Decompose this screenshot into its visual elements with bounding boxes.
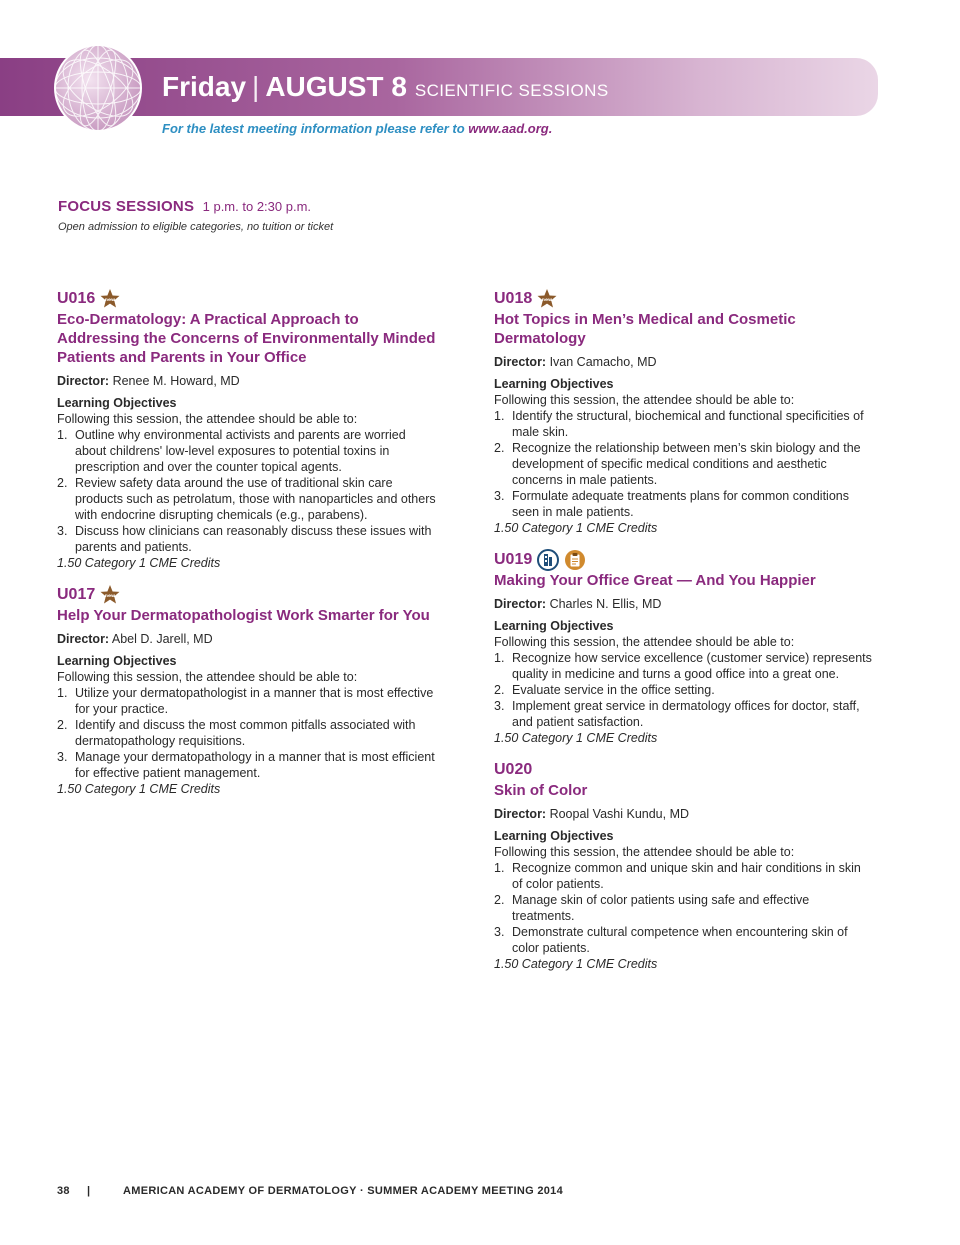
session-code: U019 bbox=[494, 551, 533, 568]
focus-heading bbox=[58, 198, 311, 216]
globe-logo-icon bbox=[52, 42, 144, 134]
session-code-row bbox=[57, 289, 437, 309]
objective-item: 1. Recognize common and unique skin and hair conditions in skin of color patients. bbox=[494, 861, 861, 891]
director-label: Director: bbox=[57, 374, 110, 388]
session-title: Skin of Color bbox=[494, 782, 588, 799]
page-footer bbox=[57, 1185, 563, 1197]
objectives-intro: Following this session, the attendee should be able to: bbox=[494, 393, 795, 407]
session-director bbox=[57, 373, 437, 389]
objective-item: 1. Recognize how service excellence (customer service) represents quality in medicine and turns a good office into a great one. bbox=[494, 651, 872, 681]
director-label: Director: bbox=[494, 597, 547, 611]
director-name: Renee M. Howard, MD bbox=[112, 374, 240, 388]
star-new-icon bbox=[100, 289, 120, 309]
footer-separator: | bbox=[87, 1185, 91, 1197]
session-code: U017 bbox=[57, 586, 96, 603]
focus-note: Open admission to eligible categories, no tuition or ticket bbox=[58, 221, 334, 233]
session-credits: 1.50 Category 1 CME Credits bbox=[57, 556, 221, 570]
director-label: Director: bbox=[57, 632, 110, 646]
objective-item: 1. Identify the structural, biochemical and functional specificities of male skin. bbox=[494, 409, 864, 439]
focus-title: FOCUS SESSIONS bbox=[58, 198, 195, 215]
objective-item: 2. Review safety data around the use of traditional skin care products such as petrolatum, those with nanoparticles and others with endocrine disrupting chemicals (e.g., parabens). bbox=[57, 476, 436, 522]
director-name: Abel D. Jarell, MD bbox=[111, 632, 213, 646]
objectives-list bbox=[57, 685, 437, 781]
director-name: Ivan Camacho, MD bbox=[549, 355, 657, 369]
objective-item: 3. Demonstrate cultural competence when encountering skin of color patients. bbox=[494, 925, 848, 955]
info-url-link[interactable]: www.aad.org. bbox=[468, 121, 553, 136]
objective-item: 1. Utilize your dermatopathologist in a manner that is most effective for your practice. bbox=[57, 686, 434, 716]
left-column bbox=[57, 289, 437, 811]
session-title: Help Your Dermatopathologist Work Smarter for You bbox=[57, 607, 430, 624]
session-u018 bbox=[494, 289, 874, 536]
building-icon bbox=[537, 549, 559, 571]
objective-item: 3. Implement great service in dermatology offices for doctor, staff, and patient satisfaction. bbox=[494, 699, 860, 729]
objectives-intro: Following this session, the attendee should be able to: bbox=[494, 635, 795, 649]
session-code: U018 bbox=[494, 290, 533, 307]
objectives-list bbox=[494, 408, 874, 520]
objectives-list bbox=[494, 650, 874, 730]
session-code-row bbox=[494, 760, 874, 780]
session-title: Making Your Office Great — And You Happier bbox=[494, 572, 816, 589]
session-code-row bbox=[494, 289, 874, 309]
star-new-icon bbox=[537, 289, 557, 309]
objective-item: 2. Manage skin of color patients using safe and effective treatments. bbox=[494, 893, 810, 923]
objectives-intro: Following this session, the attendee should be able to: bbox=[494, 845, 795, 859]
right-column bbox=[494, 289, 874, 986]
director-label: Director: bbox=[494, 355, 547, 369]
session-u016 bbox=[57, 289, 437, 571]
focus-time: 1 p.m. to 2:30 p.m. bbox=[202, 199, 312, 214]
learning-objectives-heading: Learning Objectives bbox=[57, 654, 177, 668]
objective-item: 2. Identify and discuss the most common pitfalls associated with dermatopathology requisitions. bbox=[57, 718, 416, 748]
page-number: 38 bbox=[57, 1185, 70, 1197]
title-date: AUGUST 8 bbox=[265, 71, 407, 102]
footer-text: AMERICAN ACADEMY OF DERMATOLOGY · SUMMER ACADEMY MEETING 2014 bbox=[123, 1185, 564, 1197]
director-name: Roopal Vashi Kundu, MD bbox=[549, 807, 690, 821]
page-title bbox=[162, 71, 609, 103]
title-day: Friday bbox=[162, 71, 247, 102]
session-title: Hot Topics in Men’s Medical and Cosmetic Dermatology bbox=[494, 311, 796, 347]
title-separator: | bbox=[252, 71, 260, 102]
session-u020 bbox=[494, 760, 874, 972]
learning-objectives-heading: Learning Objectives bbox=[494, 377, 614, 391]
session-director bbox=[57, 631, 437, 647]
session-credits: 1.50 Category 1 CME Credits bbox=[494, 731, 658, 745]
session-credits: 1.50 Category 1 CME Credits bbox=[494, 521, 658, 535]
learning-objectives-heading: Learning Objectives bbox=[494, 829, 614, 843]
star-new-icon bbox=[100, 585, 120, 605]
session-director bbox=[494, 806, 874, 822]
objectives-intro: Following this session, the attendee should be able to: bbox=[57, 412, 358, 426]
session-title: Eco-Dermatology: A Practical Approach to Addressing the Concerns of Environmentally Minded Patients and Parents in Your Office bbox=[57, 311, 436, 366]
session-director bbox=[494, 354, 874, 370]
session-code: U020 bbox=[494, 761, 533, 778]
director-label: Director: bbox=[494, 807, 547, 821]
session-code-row bbox=[494, 550, 874, 570]
objective-item: 1. Outline why environmental activists and parents are worried about childrens' low-level exposures to potential toxins in prescription and over the counter topical agents. bbox=[57, 428, 406, 474]
info-line bbox=[162, 121, 552, 136]
objectives-intro: Following this session, the attendee should be able to: bbox=[57, 670, 358, 684]
learning-objectives-heading: Learning Objectives bbox=[494, 619, 614, 633]
svg-text:new: new bbox=[542, 298, 553, 303]
objective-item: 3. Discuss how clinicians can reasonably discuss these issues with parents and patients. bbox=[57, 524, 432, 554]
session-code-row bbox=[57, 585, 437, 605]
objective-item: 2. Evaluate service in the office setting. bbox=[494, 683, 715, 697]
svg-text:new: new bbox=[105, 298, 116, 303]
svg-text:new: new bbox=[105, 594, 116, 599]
objectives-list bbox=[57, 427, 437, 555]
session-credits: 1.50 Category 1 CME Credits bbox=[494, 957, 658, 971]
title-subtitle: SCIENTIFIC SESSIONS bbox=[414, 81, 609, 100]
objective-item: 3. Formulate adequate treatments plans for common conditions seen in male patients. bbox=[494, 489, 849, 519]
session-u019 bbox=[494, 550, 874, 746]
learning-objectives-heading: Learning Objectives bbox=[57, 396, 177, 410]
clipboard-icon bbox=[564, 549, 586, 571]
director-name: Charles N. Ellis, MD bbox=[549, 597, 662, 611]
session-credits: 1.50 Category 1 CME Credits bbox=[57, 782, 221, 796]
session-director bbox=[494, 596, 874, 612]
objectives-list bbox=[494, 860, 874, 956]
session-code: U016 bbox=[57, 290, 96, 307]
objective-item: 3. Manage your dermatopathology in a manner that is most efficient for effective patient management. bbox=[57, 750, 435, 780]
info-prefix: For the latest meeting information please refer to bbox=[162, 121, 465, 136]
objective-item: 2. Recognize the relationship between men’s skin biology and the development of specific medical conditions and aesthetic concerns in male patients. bbox=[494, 441, 861, 487]
session-u017 bbox=[57, 585, 437, 797]
